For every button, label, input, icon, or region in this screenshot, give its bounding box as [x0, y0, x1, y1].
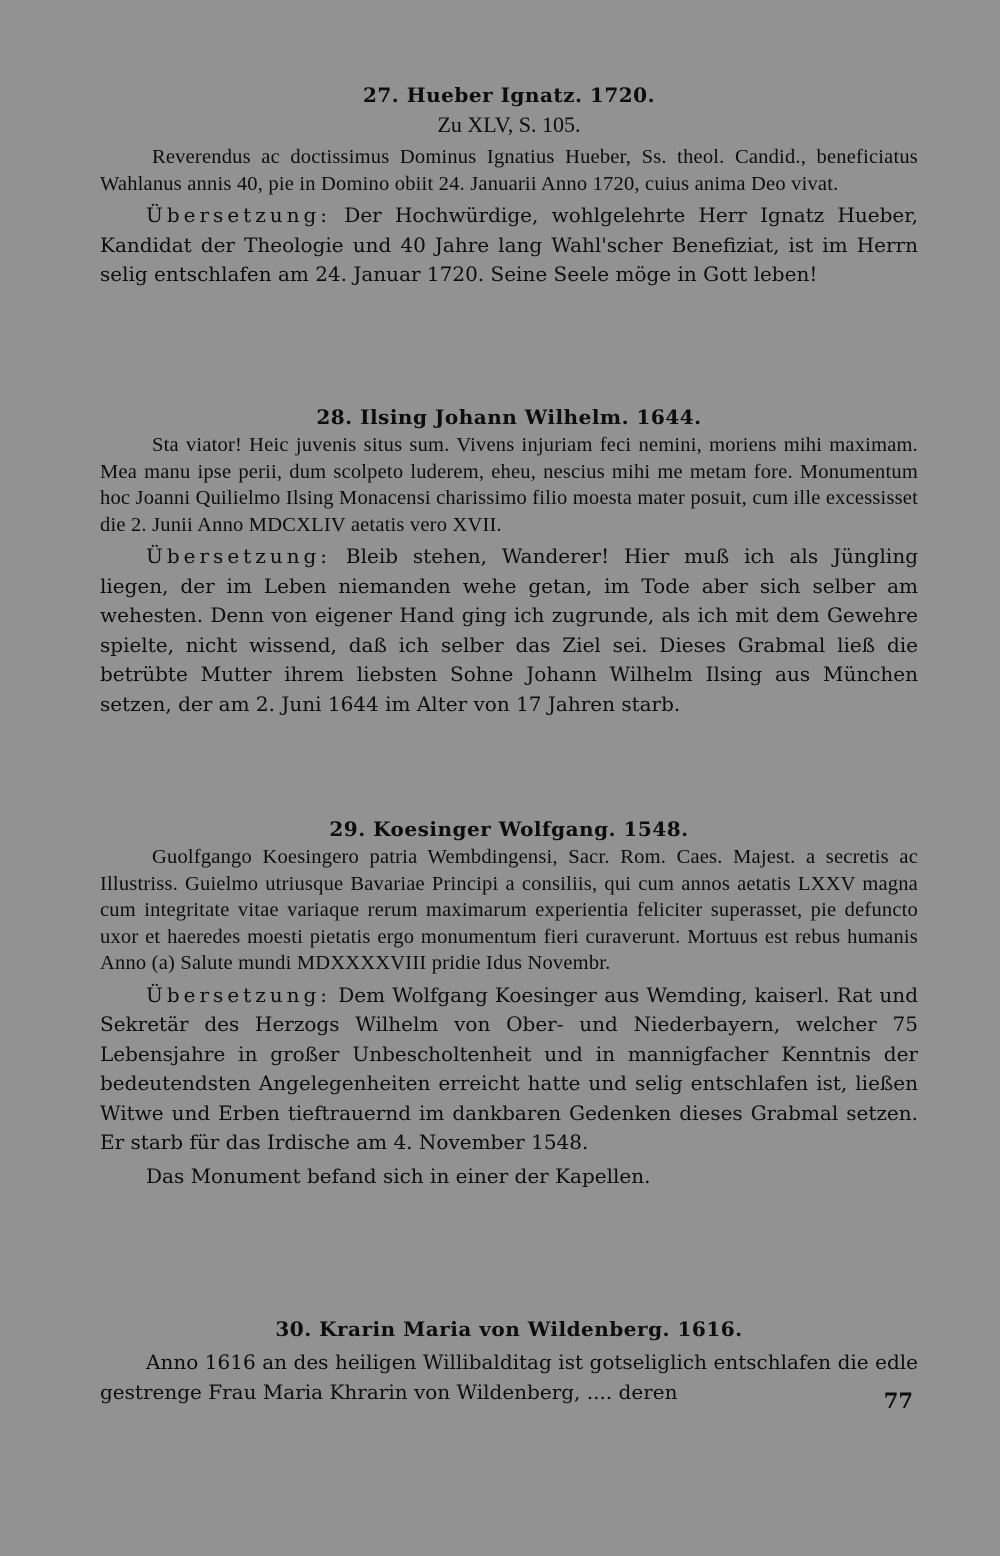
translation-label: Übersetzung: — [146, 982, 332, 1007]
entry-29 — [100, 814, 918, 1314]
translation-label: Übersetzung: — [146, 203, 332, 227]
latin-inscription: Guolfgango Koesingero patria Wembdingensi, Sacr. Rom. Caes. Majest. a secretis ac Illustriss. Guielmo utriusque Bavariae Principi a consiliis, qui cum annos aetatis LXXV magna cum integritate vitae variaque rerum maximarum experientia feliciter superasset, pie defuncto uxor et haeredes moesti pietatis ergo monumentum fieri curaverunt. Mortuus est rebus humanis Anno (a) Salute mundi MDXXXXVIII pridie Idus Novembr. — [100, 846, 918, 974]
german-translation — [100, 542, 918, 719]
translation-label: Übersetzung: — [146, 544, 332, 568]
entry-28 — [100, 402, 918, 814]
translation-text: Der Hochwürdige, wohlgelehrte Herr Ignatz Hueber, Kandidat der Theologie und 40 Jahre lang Wahl'scher Benefiziat, ist im Herrn selig entschlafen am 24. Januar 1720. Seine Seele möge in Gott leben! — [100, 203, 918, 286]
entry-reference: Zu XLV, S. 105. — [437, 112, 581, 137]
german-translation — [100, 201, 918, 290]
entry-heading: 28. Ilsing Johann Wilhelm. 1644. — [316, 405, 702, 429]
page-number: 77 — [883, 1388, 913, 1413]
latin-inscription: Sta viator! Heic juvenis situs sum. Vivens injuriam feci nemini, moriens mihi maximam. Mea manu ipse perii, dum scolpeto luderem, eheu, nescius mihi me metam fore. Monumentum hoc Joanni Quilielmo Ilsing Monacensi charissimo filio moesta mater posuit, cum ille excessisset die 2. Junii Anno MDCXLIV aetatis vero XVII. — [100, 434, 918, 536]
location-note: Das Monument befand sich in einer der Kapellen. — [146, 1163, 651, 1188]
entry-27 — [100, 80, 918, 402]
page-body — [100, 80, 918, 1407]
latin-inscription: Reverendus ac doctissimus Dominus Ignatius Hueber, Ss. theol. Candid., beneficiatus Wahlanus annis 40, pie in Domino obiit 24. Januarii Anno 1720, cuius anima Deo vivat. — [100, 146, 918, 195]
german-translation — [100, 981, 918, 1158]
entry-heading: 30. Krarin Maria von Wildenberg. 1616. — [275, 1317, 743, 1341]
entry-30 — [100, 1314, 918, 1407]
german-text: Anno 1616 an des heiligen Willibalditag ist gotseliglich entschlafen die edle gestrenge Frau Maria Khrarin von Wildenberg, .... deren — [100, 1350, 918, 1404]
translation-text: Bleib stehen, Wanderer! Hier muß ich als Jüngling liegen, der im Leben niemanden wehe getan, im Tode aber sich selber am wehesten. Denn von eigener Hand ging ich zugrunde, als ich mit dem Gewehre spielte, nicht wissend, daß ich selber das Ziel sei. Dieses Grabmal ließ die betrübte Mutter ihrem liebsten Sohne Johann Wilhelm Ilsing aus München setzen, der am 2. Juni 1644 im Alter von 17 Jahren starb. — [100, 544, 918, 716]
translation-text: Dem Wolfgang Koesinger aus Wemding, kaiserl. Rat und Sekretär des Herzogs Wilhelm von Ober- und Niederbayern, welcher 75 Lebensjahre in großer Unbescholtenheit und in mannigfacher Kenntnis der bedeutendsten Angelegenheiten erreicht hatte und selig entschlafen ist, ließen Witwe und Erben tieftrauernd im dankbaren Gedenken dieses Grabmal setzen. Er starb für das Irdische am 4. November 1548. — [100, 982, 918, 1154]
entry-heading: 29. Koesinger Wolfgang. 1548. — [329, 817, 689, 841]
entry-heading: 27. Hueber Ignatz. 1720. — [362, 83, 656, 107]
